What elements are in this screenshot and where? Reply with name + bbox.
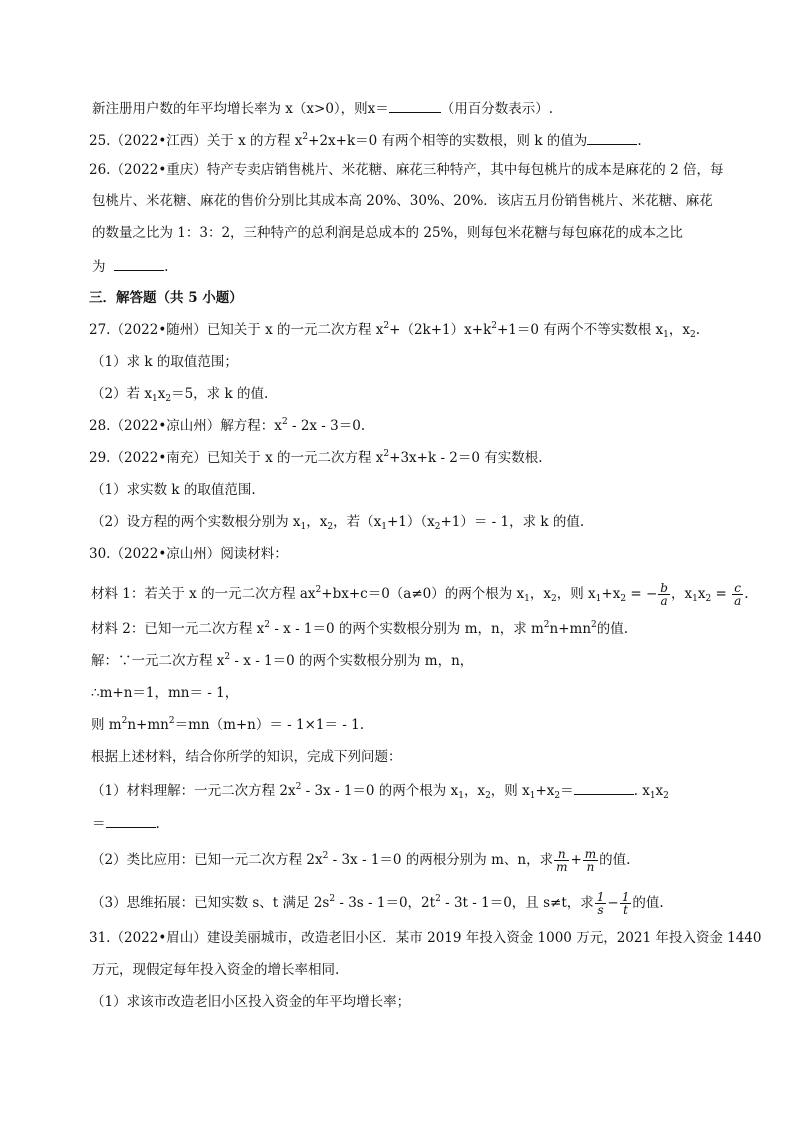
solution-line1: 解：∵一元二次方程 $x^2 - x - 1=0$ 的两个实数根分别为 m，n，	[91, 652, 474, 669]
answer-blank[interactable]	[574, 780, 634, 795]
question-27: 27.（2022•随州）已知关于 x 的一元二次方程 $x^2+(2k+1)x+k^2+1=0$ 有两个不等实数根 $x_1$，$x_2$.	[89, 321, 701, 340]
question-27-part1: （1）求 k 的取值范围；	[91, 354, 238, 370]
question-26: 26.（2022•重庆）特产专卖店销售桃片、米花糖、麻花三种特产，其中每包桃片的成本是麻花的 2 倍，每	[89, 162, 724, 178]
material-2: 材料 2：已知一元二次方程 $x^2 - x - 1=0$ 的两个实数根分别为 m，n，求 $m^2n+mn^2$的值.	[91, 620, 629, 637]
question-31: 31.（2022•眉山）建设美丽城市，改造老旧小区．某市 2019 年投入资金 1000 万元，2021 年投入资金 1440	[89, 930, 762, 946]
fraction-1-over-s: $\frac{1}{s}$	[596, 890, 605, 917]
question-26-line2: 包桃片、米花糖、麻花的售价分别比其成本高 20%、30%、20%．该店五月份销售桃片、米花糖、麻花	[92, 193, 713, 209]
question-30-part2: （2）类比应用：已知一元二次方程 $2x^2 - 3x - 1=0$ 的两根分别为 m、n，求 $\frac{n}{m}$ + $\frac{m}{n}$ 的值.	[91, 847, 631, 874]
question-30: 30.（2022•凉山州）阅读材料：	[89, 546, 288, 562]
answer-blank[interactable]	[114, 256, 164, 271]
answer-blank[interactable]	[389, 98, 441, 113]
question-27-part2: （2）若 $x_1x_2=5$，求 k 的值.	[91, 386, 269, 404]
question-29-part1: （1）求实数 k 的取值范围.	[91, 482, 256, 498]
q24-continuation: 新注册用户数的年平均增长率为 x（x>0），则x＝ （用百分数表示）.	[92, 98, 553, 116]
question-25: 25.（2022•江西）关于 x 的方程 $x^2+2x+k=0$ 有两个相等的实数根，则 k 的值为 .	[89, 132, 642, 149]
question-29: 29.（2022•南充）已知关于 x 的一元二次方程 $x^2+3x+k - 2=0$ 有实数根.	[89, 449, 543, 466]
fraction-n-over-m: $\frac{n}{m}$	[556, 847, 568, 874]
solution-line3: 则 $m^2n+mn^2=mn(m+n)= - 1\times 1= - 1$.	[91, 716, 365, 733]
fraction-c-over-a: $\frac{c}{a}$	[734, 581, 742, 608]
solution-line2: ∴m+n＝1，mn＝ - 1，	[91, 685, 239, 701]
answer-blank[interactable]	[106, 813, 156, 828]
solution-line4: 根据上述材料，结合你所学的知识，完成下列问题：	[91, 749, 402, 765]
fraction-1-over-t: $\frac{1}{t}$	[621, 890, 630, 917]
fraction-m-over-n: $\frac{m}{n}$	[584, 847, 597, 874]
section-heading: 三．解答题（共 5 小题）	[89, 290, 243, 306]
material-1: 材料 1：若关于 x 的一元二次方程 $ax^2+bx+c=0(a\ne 0)$的两个根为 $x_1$，$x_2$，则 $x_1+x_2$ = − $\frac{b}{a}$ ，$x_1x_2$ = $\frac{c}{a}$ .	[91, 581, 749, 608]
question-29-part2: （2）设方程的两个实数根分别为 $x_1$，$x_2$，若$(x_1+1)(x_2+1)= - 1$，求 k 的值.	[91, 514, 585, 532]
question-30-part1-cont: ＝ .	[92, 813, 160, 831]
question-31-line2: 万元，现假定每年投入资金的增长率相同.	[92, 962, 340, 978]
question-26-line4: 为 .	[92, 256, 168, 274]
question-30-part3: （3）思维拓展：已知实数 s、t 满足 $2s^2 - 3s - 1=0$，$2t^2 - 3t - 1=0$，且 s≠t，求 $\frac{1}{s}$ − $\frac{1}{t}$ 的值.	[91, 890, 664, 917]
answer-blank[interactable]	[587, 130, 637, 145]
question-26-line3: 的数量之比为 1：3：2，三种特产的总利润是总成本的 25%，则每包米花糖与每包麻花的成本之比	[92, 225, 683, 241]
question-28: 28.（2022•凉山州）解方程：$x^2 - 2x - 3=0$.	[89, 417, 366, 434]
question-31-part1: （1）求该市改造老旧小区投入资金的年平均增长率；	[91, 994, 411, 1010]
question-30-part1: （1）材料理解：一元二次方程 $2x^2 - 3x - 1=0$ 的两个根为 $x_1$，$x_2$，则 $x_1+x_2=$ . $x_1x_2$	[91, 782, 669, 801]
fraction-b-over-a: $\frac{b}{a}$	[660, 581, 668, 608]
